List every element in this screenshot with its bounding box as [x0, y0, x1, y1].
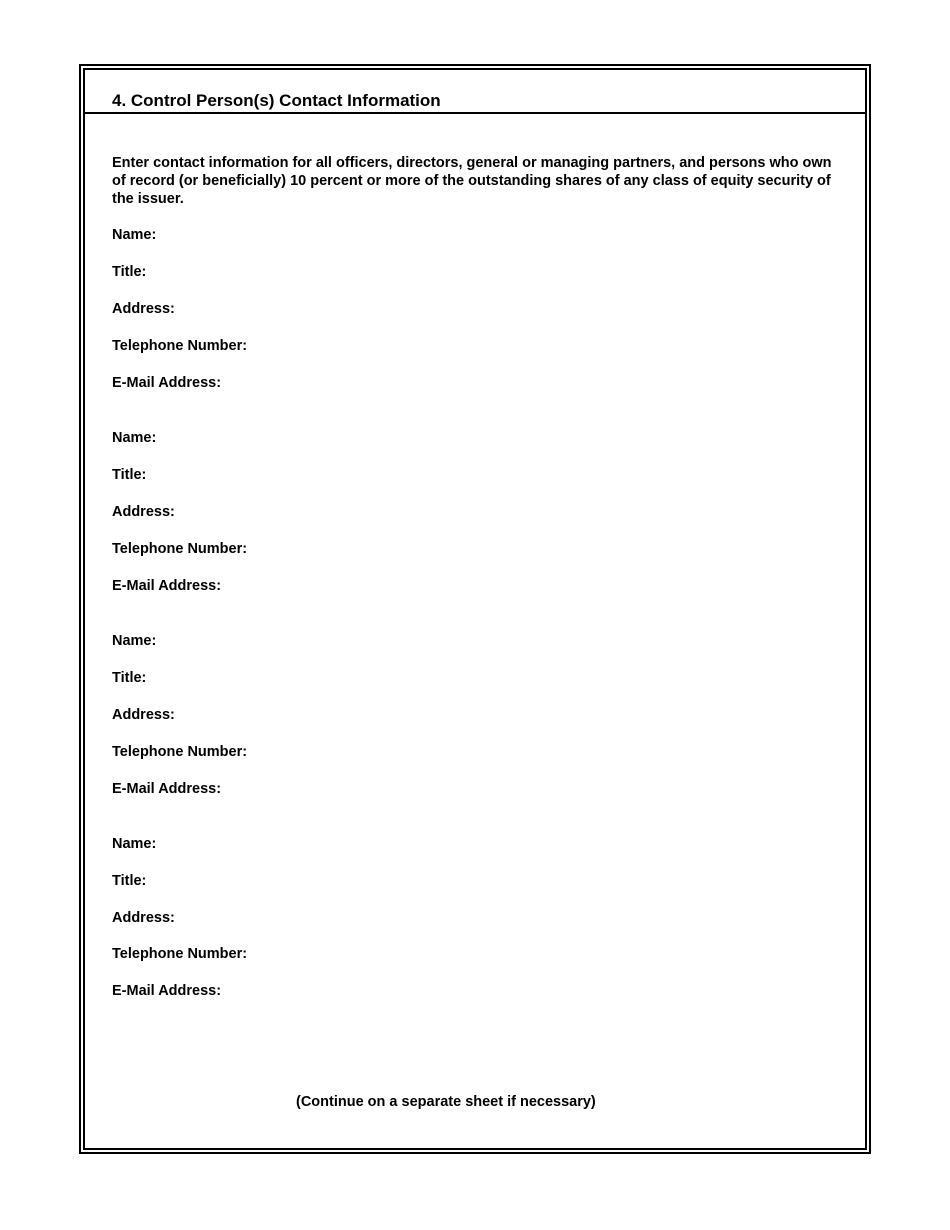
- address-label: Address:: [112, 707, 175, 723]
- title-label: Title:: [112, 873, 147, 889]
- title-label: Title:: [112, 264, 147, 280]
- telephone-label: Telephone Number:: [112, 541, 248, 557]
- telephone-label: Telephone Number:: [112, 946, 248, 962]
- title-label: Title:: [112, 670, 147, 686]
- email-label: E-Mail Address:: [112, 983, 222, 999]
- email-label: E-Mail Address:: [112, 375, 222, 391]
- email-label: E-Mail Address:: [112, 781, 222, 797]
- section-title: 4. Control Person(s) Contact Information: [112, 91, 441, 110]
- section-instructions: Enter contact information for all officers, directors, general or managing partners, and persons who own of record (or beneficially) 10 percent or more of the outstanding shares of any class of equity security of the issuer.: [112, 155, 832, 207]
- name-label: Name:: [112, 227, 157, 243]
- address-label: Address:: [112, 910, 175, 926]
- name-label: Name:: [112, 633, 157, 649]
- address-label: Address:: [112, 504, 175, 520]
- title-divider: [85, 112, 865, 114]
- address-label: Address:: [112, 301, 175, 317]
- name-label: Name:: [112, 430, 157, 446]
- title-label: Title:: [112, 467, 147, 483]
- name-label: Name:: [112, 836, 157, 852]
- telephone-label: Telephone Number:: [112, 744, 248, 760]
- email-label: E-Mail Address:: [112, 578, 222, 594]
- telephone-label: Telephone Number:: [112, 338, 248, 354]
- continue-note: (Continue on a separate sheet if necessary): [296, 1094, 596, 1110]
